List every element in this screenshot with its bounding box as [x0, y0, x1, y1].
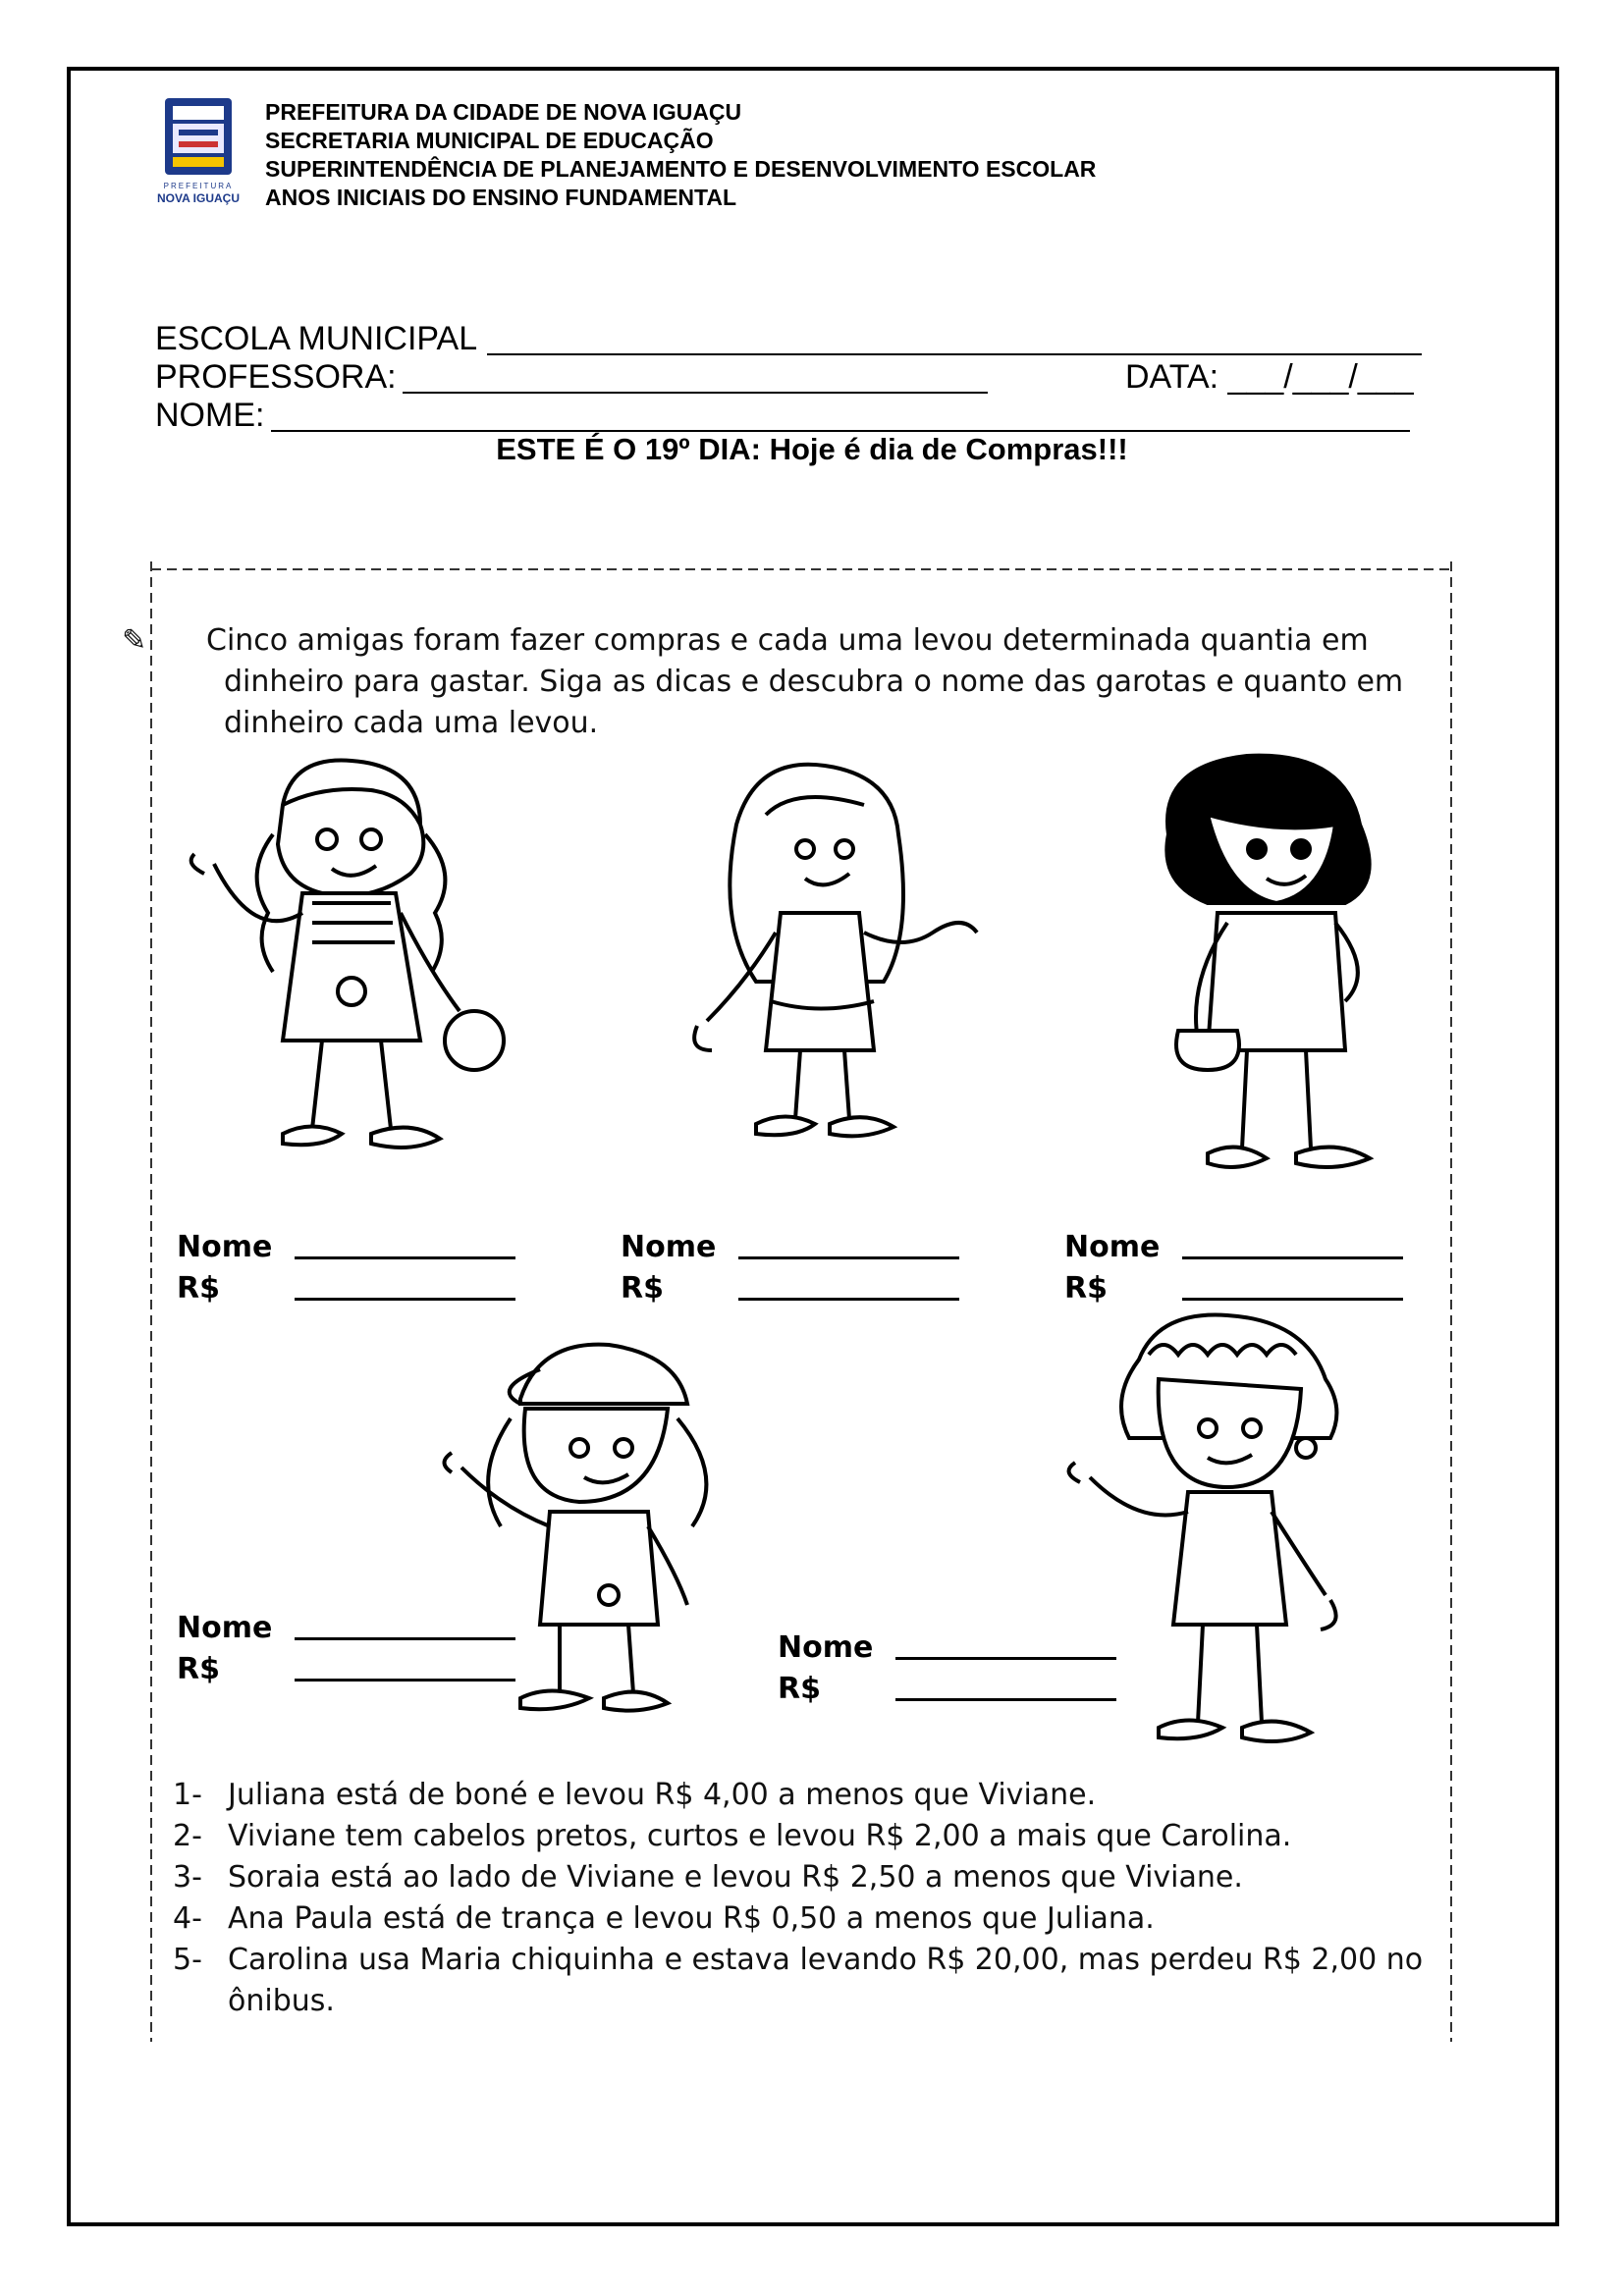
nome-label-2: Nome [621, 1230, 717, 1264]
nome-label-4: Nome [177, 1611, 273, 1645]
header-line-1: PREFEITURA DA CIDADE DE NOVA IGUAÇU [265, 99, 742, 125]
answer-box-4 [177, 1608, 272, 1690]
clue-item [173, 1857, 1439, 1898]
nome-input-1[interactable] [295, 1256, 515, 1259]
clue-item [173, 1816, 1439, 1857]
intro-text: Cinco amigas foram fazer compras e cada uma levou determinada quantia em dinheiro para gastar. Siga as dicas e descubra o nome das garotas e quanto em dinheiro cada uma levou. [206, 623, 1404, 740]
girl-cap-illustration [432, 1330, 756, 1728]
clue-number: 3- [173, 1860, 202, 1895]
page-title: ESTE É O 19º DIA: Hoje é dia de Compras!!! [496, 432, 1128, 466]
data-label[interactable]: DATA: ___/___/___ [1125, 358, 1414, 396]
clue-text: Viviane tem cabelos pretos, curtos e levou R$ 2,00 a mais que Carolina. [228, 1819, 1292, 1853]
money-input-1[interactable] [295, 1298, 515, 1301]
clue-text: Juliana está de boné e levou R$ 4,00 a menos que Viviane. [228, 1778, 1097, 1812]
money-label-5: R$ [778, 1672, 821, 1706]
nome-input-4[interactable] [295, 1637, 515, 1640]
girl-black-hair-illustration [1129, 746, 1404, 1202]
escola-label: ESCOLA MUNICIPAL [155, 320, 478, 357]
header-line-4: ANOS INICIAIS DO ENSINO FUNDAMENTAL [265, 185, 737, 210]
money-input-5[interactable] [895, 1698, 1116, 1701]
clue-number: 5- [173, 1943, 202, 1977]
clue-item [173, 1898, 1439, 1940]
money-label-4: R$ [177, 1652, 220, 1686]
money-label-1: R$ [177, 1271, 220, 1306]
nome-input-2[interactable] [738, 1256, 959, 1259]
nome-label: NOME: [155, 397, 265, 434]
city-logo [157, 98, 255, 214]
money-input-4[interactable] [295, 1679, 515, 1682]
answer-box-5 [778, 1628, 873, 1710]
nome-label-1: Nome [177, 1230, 273, 1264]
header-line-2: SECRETARIA MUNICIPAL DE EDUCAÇÃO [265, 128, 714, 153]
clue-text: Ana Paula está de trança e levou R$ 0,50 a menos que Juliana. [228, 1901, 1155, 1936]
nome-input-5[interactable] [895, 1657, 1116, 1660]
header-block [265, 98, 1096, 212]
clue-list [173, 1775, 1439, 2022]
clue-text: Carolina usa Maria chiquinha e estava levando R$ 20,00, mas perdeu R$ 2,00 no ônibus. [228, 1943, 1424, 2018]
nome-label-5: Nome [778, 1630, 874, 1665]
header-line-3: SUPERINTENDÊNCIA DE PLANEJAMENTO E DESENVOLVIMENTO ESCOLAR [265, 156, 1097, 182]
professora-row [155, 358, 1422, 397]
answer-box-3 [1064, 1227, 1160, 1309]
clue-number: 4- [173, 1901, 202, 1936]
exercise-intro [122, 620, 1430, 744]
money-label-2: R$ [621, 1271, 664, 1306]
money-input-2[interactable] [738, 1298, 959, 1301]
answer-box-2 [621, 1227, 716, 1309]
clue-item [173, 1775, 1439, 1816]
professora-field[interactable] [403, 392, 988, 394]
clue-item [173, 1940, 1439, 2022]
answer-box-1 [177, 1227, 272, 1309]
student-form [155, 320, 1422, 435]
nome-input-3[interactable] [1182, 1256, 1403, 1259]
nome-row [155, 397, 1422, 435]
professora-label: PROFESSORA: [155, 358, 397, 396]
girl-long-hair-illustration [648, 756, 1001, 1173]
escola-field[interactable] [487, 353, 1422, 355]
nome-label-3: Nome [1064, 1230, 1161, 1264]
clue-text: Soraia está ao lado de Viviane e levou R$ 2,50 a menos que Viviane. [228, 1860, 1243, 1895]
escola-row [155, 320, 1422, 358]
clue-number: 1- [173, 1778, 202, 1812]
clue-number: 2- [173, 1819, 202, 1853]
logo-bottom-text: NOVA IGUAÇU [157, 191, 240, 205]
money-label-3: R$ [1064, 1271, 1108, 1306]
girl-curly-hair-illustration [1051, 1301, 1414, 1767]
logo-top-text: PREFEITURA [163, 182, 234, 190]
pencil-icon: ✎ [122, 623, 147, 658]
girl-braids-illustration [175, 746, 528, 1193]
